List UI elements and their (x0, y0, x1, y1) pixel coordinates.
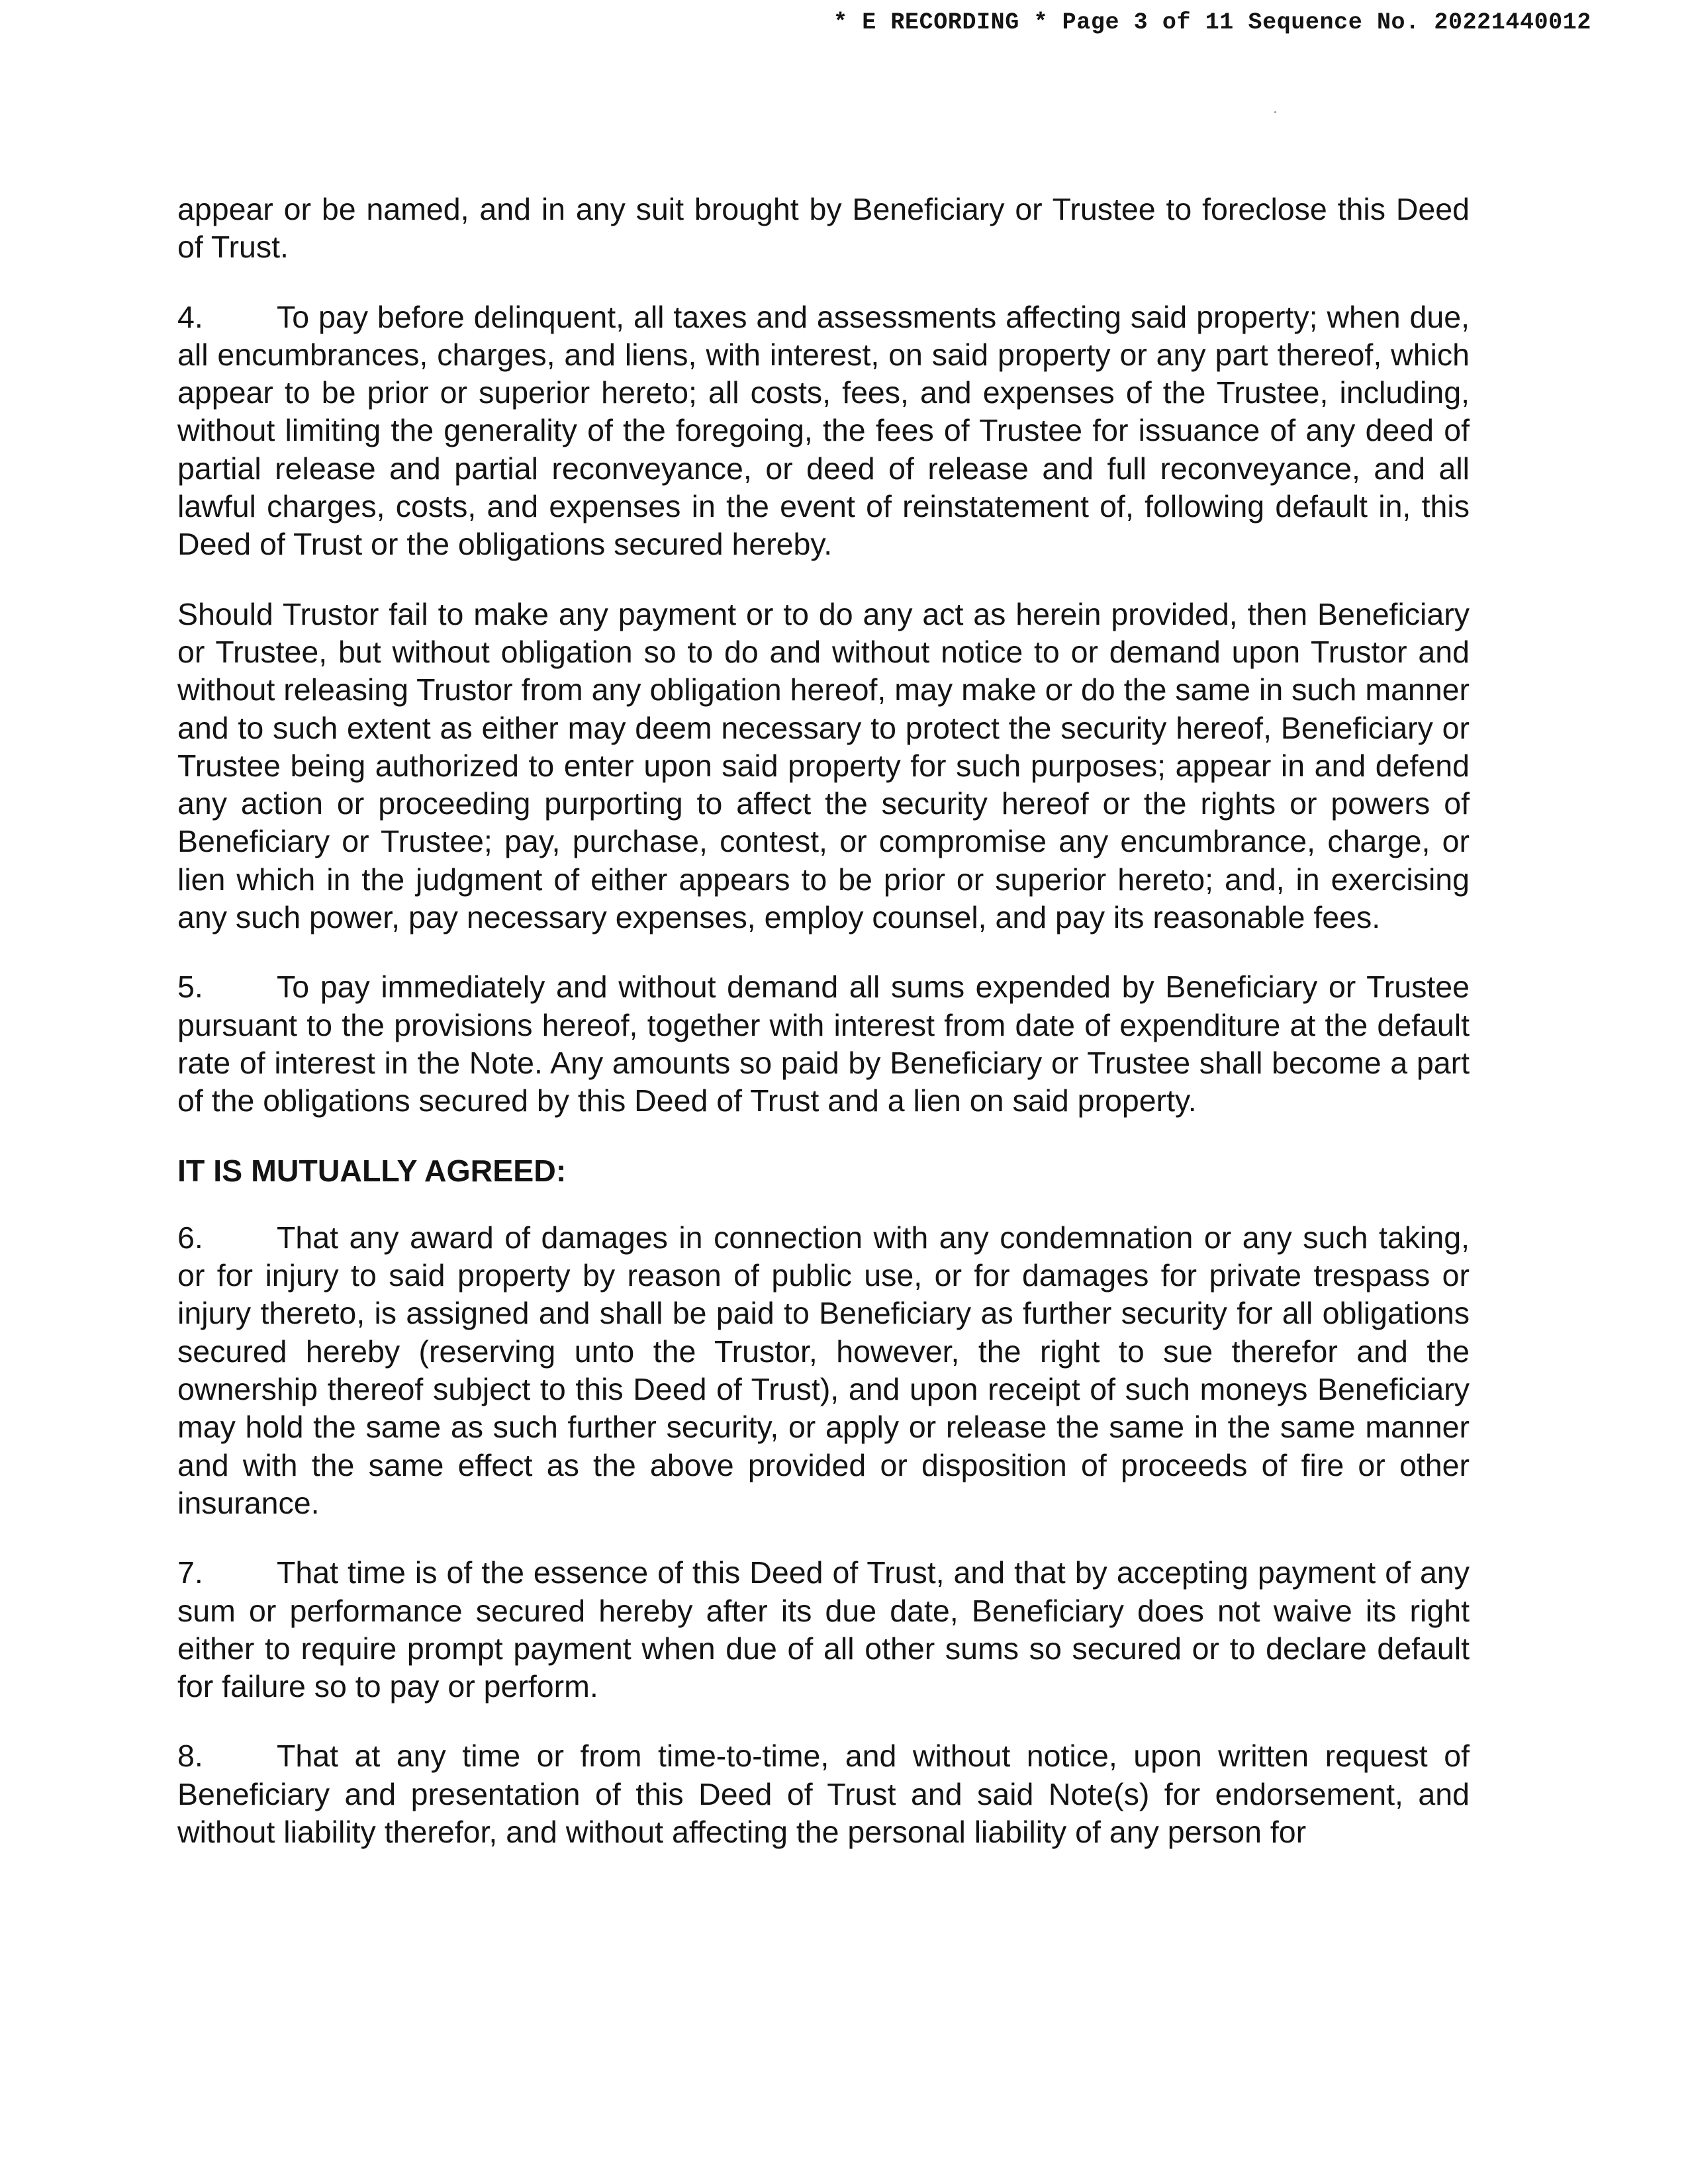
scan-speck (1274, 111, 1276, 113)
paragraph-7-text: That time is of the essence of this Deed of Trust, and that by accepting payment of any sum or performance secured hereby after its due date, Beneficiary does not waive its right either to require prompt payment when due of all other sums so secured or to declare default for failure so to pay or perform. (177, 1555, 1470, 1704)
paragraph-5 (177, 968, 1470, 1120)
mutually-agreed-heading: IT IS MUTUALLY AGREED: (177, 1153, 567, 1188)
should-trustor-paragraph: Should Trustor fail to make any payment or to do any act as herein provided, then Beneficiary or Trustee, but without obligation so to do and without notice to or demand upon Trustor and without releasing Trustor from any obligation hereof, may make or do the same in such manner and to such extent as either may deem necessary to protect the security hereof, Beneficiary or Trustee being authorized to enter upon said property for such purposes; appear in and defend any action or proceeding purporting to affect the security hereof or the rights or powers of Beneficiary or Trustee; pay, purchase, contest, or compromise any encumbrance, charge, or lien which in the judgment of either appears to be prior or superior hereto; and, in exercising any such power, pay necessary expenses, employ counsel, and pay its reasonable fees. (177, 596, 1470, 935)
paragraph-7 (177, 1554, 1470, 1706)
continuation-paragraph: appear or be named, and in any suit brought by Beneficiary or Trustee to foreclose this Deed of Trust. (177, 192, 1470, 265)
paragraph-6-text: That any award of damages in connection with any condemnation or any such taking, or for injury to said property by reason of public use, or for damages for private trespass or injury thereto, is assigned and shall be paid to Beneficiary as further security for all obligations secured hereby (reserving unto the Trustor, however, the right to sue therefor and the ownership thereof subject to this Deed of Trust), and upon receipt of such moneys Beneficiary may hold the same as such further security, or apply or release the same in the same manner and with the same effect as the above provided or disposition of proceeds of fire or other insurance. (177, 1220, 1470, 1520)
document-body (177, 191, 1470, 1883)
paragraph-4-number: 4. (177, 299, 203, 334)
paragraph-8 (177, 1737, 1470, 1851)
paragraph-8-text: That at any time or from time-to-time, and without notice, upon written request of Beneficiary and presentation of this Deed of Trust and said Note(s) for endorsement, and without liability therefor, and without affecting the personal liability of any person for (177, 1739, 1470, 1849)
paragraph-4 (177, 298, 1470, 564)
paragraph-5-text: To pay immediately and without demand all sums expended by Beneficiary or Trustee pursuant to the provisions hereof, together with interest from date of expenditure at the default rate of interest in the Note. Any amounts so paid by Beneficiary or Trustee shall become a part of the obligations secured by this Deed of Trust and a lien on said property. (177, 970, 1470, 1118)
paragraph-4-text: To pay before delinquent, all taxes and assessments affecting said property; when due, all encumbrances, charges, and liens, with interest, on said property or any part thereof, which appear to be prior or superior hereto; all costs, fees, and expenses of the Trustee, including, without limiting the generality of the foregoing, the fees of Trustee for issuance of any deed of partial release and partial reconveyance, or deed of release and full reconveyance, and all lawful charges, costs, and expenses in the event of reinstatement of, following default in, this Deed of Trust or the obligations secured hereby. (177, 299, 1470, 562)
paragraph-8-number: 8. (177, 1739, 203, 1774)
paragraph-6-number: 6. (177, 1220, 203, 1255)
paragraph-6 (177, 1219, 1470, 1522)
paragraph-5-number: 5. (177, 970, 203, 1005)
recording-header: * E RECORDING * Page 3 of 11 Sequence No. 20221440012 (833, 9, 1591, 36)
paragraph-7-number: 7. (177, 1555, 203, 1590)
